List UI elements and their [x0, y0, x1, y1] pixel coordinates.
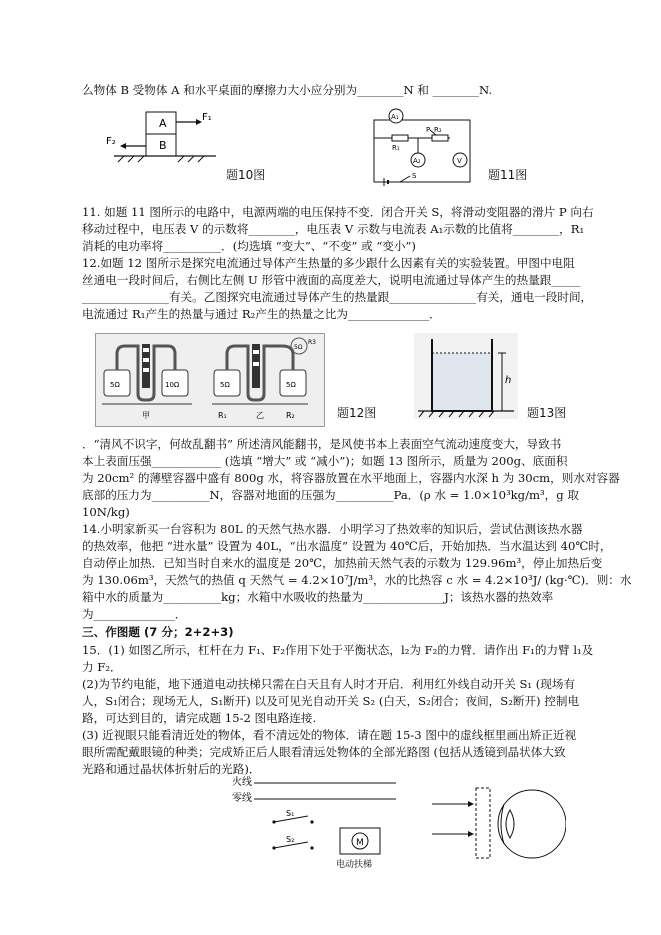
label-s2: S₂: [286, 835, 295, 844]
label-escalator: 电动扶梯: [336, 860, 373, 870]
label-a1: A₁: [391, 113, 399, 121]
dashed-lens-box: [476, 788, 490, 858]
figure-15-3-eye-diagram: [430, 780, 566, 872]
label-s1: S₁: [286, 809, 295, 818]
caption-fig11: 题11图: [488, 168, 528, 182]
text-line-24: 人，S₁闭合；现场无人，S₁断开) 以及可见光自动开关 S₂ (白天，S₂闭合；夜间，S₂断开) 控制电: [82, 694, 580, 708]
text-line-21: 15．(1) 如图乙所示，杠杆在力 F₁、F₂作用下处于平衡状态，l₂为 F₂的力臂．请作出 F₁的力臂 l₁及: [82, 643, 594, 657]
text-line-25: 路，可达到目的，请完成题 15-2 图电路连接.: [82, 711, 317, 725]
figure-13-container-diagram: [414, 333, 518, 419]
text-line-16: 自动停止加热．已知当时自来水的温度是 20℃，加热前天然气表的示数为 129.96m³，停止加热后变: [82, 556, 603, 570]
text-line-19: 为______________．: [82, 607, 187, 621]
text-line-6: 丝通电一段时间后，右侧比左侧 U 形管中液面的高度差大，说明电流通过导体产生的热量跟_____: [82, 273, 581, 287]
text-line-22: 力 F₂．: [82, 660, 122, 674]
water: [432, 353, 492, 411]
label-a2: A₂: [413, 157, 421, 165]
label-f2: F₂: [106, 136, 116, 147]
label-neutral-wire: 零线: [232, 793, 252, 804]
label-motor: M: [356, 838, 364, 848]
label-yi: 乙: [256, 411, 264, 420]
text-line-15: 的热效率，他把 “进水量” 设置为 40L，“出水温度” 设置为 40℃后，开始加热．当水温达到 40℃时，: [82, 539, 612, 553]
text-line-28: 光路和通过晶状体折射后的光路)．: [82, 762, 261, 776]
label-jia: 甲: [142, 411, 150, 420]
text-line-3: 移动过程中，电压表 V 的示数将________，电压表 V 示数与电流表 A₁示数的比值将________，R₁: [82, 222, 585, 236]
resistor-r1: [392, 135, 408, 141]
text-line-23: (2)为节约电能，地下通道电动扶梯只需在白天且有人时才开启．利用红外线自动开关 S₁ (现场有: [82, 677, 576, 691]
text-line-13: 10N/kg): [82, 505, 130, 519]
label-r2-photo: R₂: [286, 411, 295, 420]
label-5ohm-c: 5Ω: [286, 381, 296, 389]
section-heading-drawing: 三、作图题 (7 分；2+2+3): [82, 625, 234, 639]
text-line-27: 眼所需配戴眼镜的种类；完成矫正后人眼看清远处物体的全部光路图 (包括从透镜到晶状体大致: [82, 745, 566, 759]
text-line-10: 本上表面压强____________ (选填 “增大” 或 “减小”)；如题 13 图所示，质量为 200g、底面积: [82, 454, 568, 468]
text-line-14: 14.小明家新买一台容积为 80L 的天然气热水器．小明学习了热效率的知识后，尝试估测该热水器: [82, 522, 583, 536]
crystalline-lens: [506, 810, 514, 838]
text-line-1: 么物体 B 受物体 A 和水平桌面的摩擦力大小应分别为________N 和 ________N.: [82, 83, 493, 97]
label-a: A: [159, 117, 167, 130]
caption-fig12: 题12图: [337, 406, 377, 420]
text-line-11: 为 20cm² 的薄壁容器中盛有 800g 水，将容器放置在水平地面上，容器内水深 h 为 30cm，则水对容器: [82, 471, 620, 485]
text-line-8: 电流通过 R₁产生的热量与通过 R₂产生的热量之比为______________．: [82, 307, 441, 321]
label-s: S: [412, 172, 417, 180]
label-p: P: [426, 126, 431, 134]
label-5ohm-r3: 5Ω: [294, 344, 303, 351]
text-line-12: 底部的压力为__________N，容器对地面的压强为__________Pa．(ρ 水 = 1.0×10³kg/m³，g 取: [82, 488, 579, 502]
label-r3: R3: [308, 339, 316, 346]
figure-15-2-circuit: [224, 776, 404, 870]
label-10ohm: 10Ω: [165, 381, 180, 389]
figure-12-apparatus-photo: [95, 333, 325, 427]
resistor-r2: [432, 135, 448, 141]
text-line-2: 11. 如题 11 图所示的电路中，电源两端的电压保持不变．闭合开关 S，将滑动变阻器的滑片 P 向右: [82, 205, 594, 219]
label-r1-photo: R₁: [218, 411, 227, 420]
label-v: V: [457, 157, 462, 165]
label-f1: F₁: [202, 112, 212, 123]
label-5ohm-a: 5Ω: [110, 381, 120, 389]
label-live-wire: 火线: [232, 777, 252, 788]
label-r2: R₂: [434, 126, 442, 134]
text-line-9: ．“清风不识字，何故乱翻书” 所述清风能翻书，是风使书本上表面空气流动速度变大，导致书: [82, 437, 562, 451]
label-h: h: [505, 375, 512, 386]
text-line-5: 12.如题 12 图所示是探究电流通过导体产生热量的多少跟什么因素有关的实验装置。甲图中电阻: [82, 256, 575, 270]
figure-10-blocks-diagram: [104, 108, 224, 164]
text-line-7: _______________有关。乙图探究电流通过导体产生的热量跟_______________有关，通电一段时间，: [82, 290, 593, 304]
figure-11-circuit-diagram: [370, 104, 482, 188]
label-5ohm-b: 5Ω: [220, 381, 230, 389]
text-line-18: 箱中水的质量为__________kg；水箱中水吸收的热量为______________J；该热水器的热效率: [82, 590, 554, 604]
label-b: B: [159, 139, 167, 152]
caption-fig13: 题13图: [527, 406, 567, 420]
label-r1: R₁: [392, 144, 400, 152]
text-line-26: (3) 近视眼只能看清近处的物体，看不清远处的物体．请在题 15-3 图中的虚线框里画出矫正近视: [82, 728, 577, 742]
text-line-4: 消耗的电功率将__________．(均选填 “变大”、“不变” 或 “变小”): [82, 239, 416, 253]
caption-fig10: 题10图: [226, 168, 266, 182]
text-line-17: 为 130.06m³，天然气的热值 q 天然气 = 4.2×10⁷J/m³，水的比热容 c 水 = 4.2×10³J/ (kg·℃)．则：水: [82, 573, 632, 587]
